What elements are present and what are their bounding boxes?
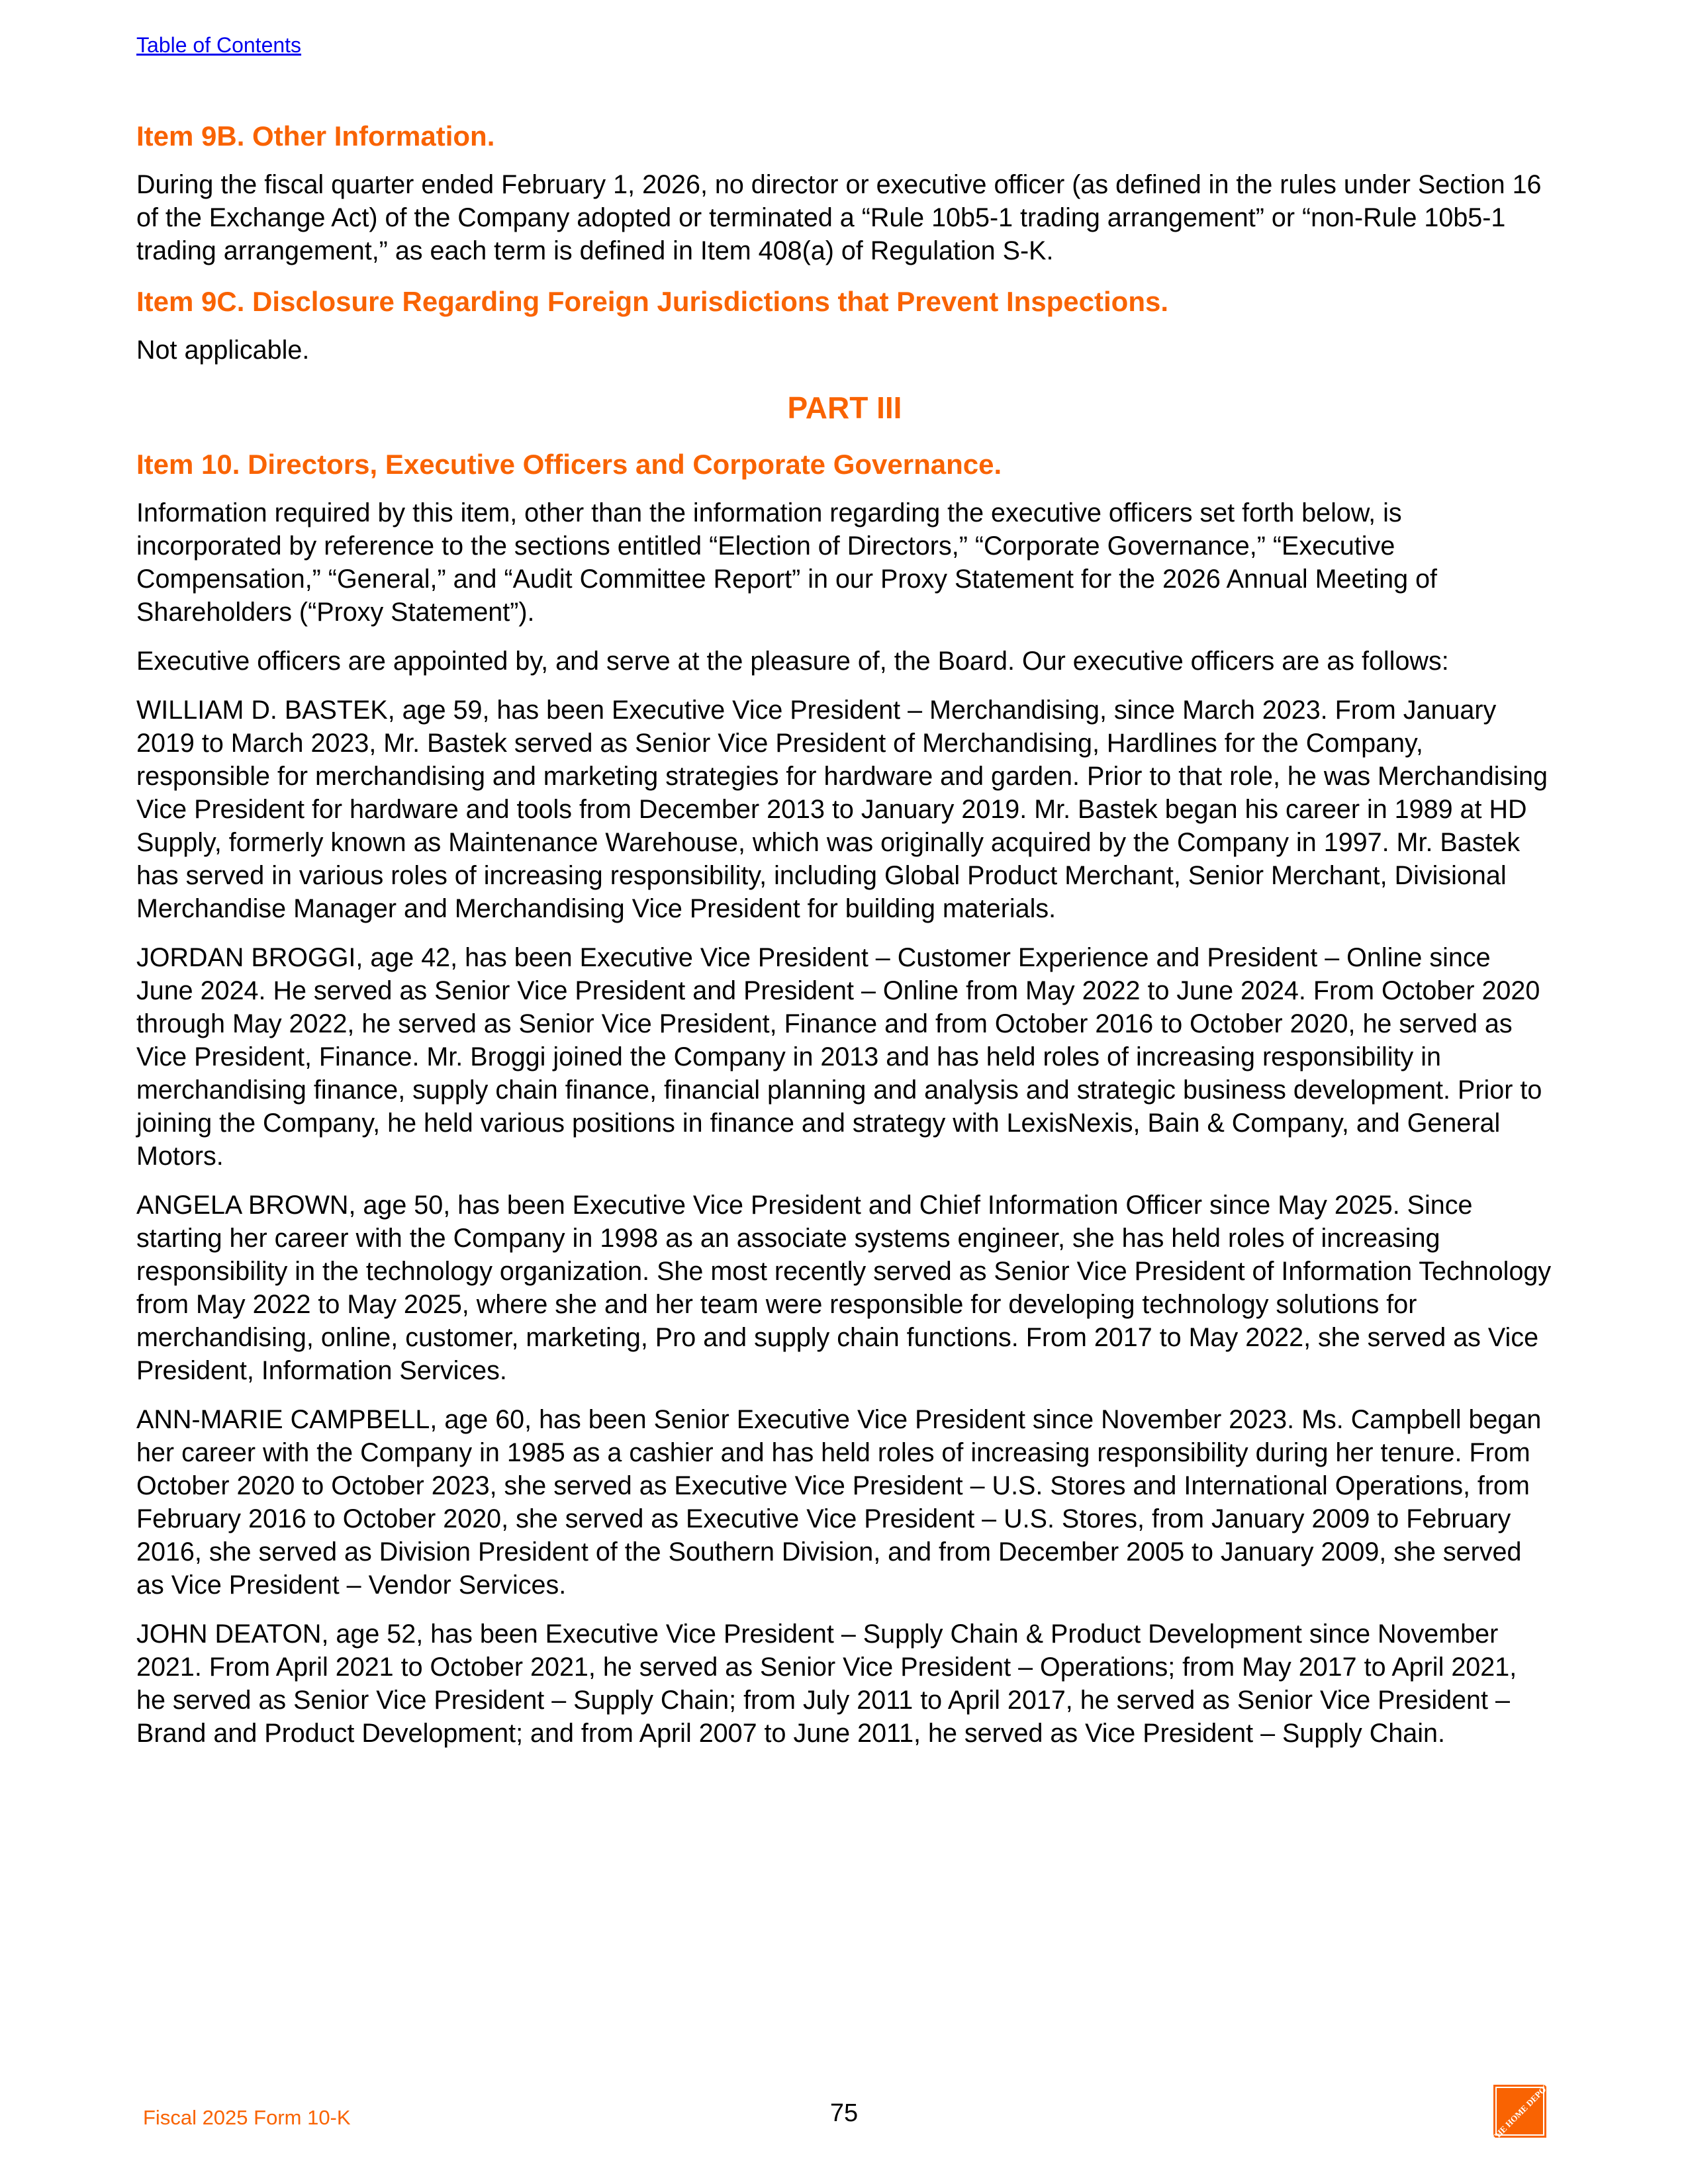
item-10-intro-paragraph: Information required by this item, other than the information regarding the executive officers set forth below, is incorporated by reference to the sections entitled “Election of Directors,” “Corporate Governance,” “Executive Compensation,” “General,” and “Audit Committee Report” in our Proxy Statement for the 2026 Annual Meeting of Shareholders (“Proxy Statement”).: [136, 498, 1438, 627]
officer-bio-bastek: WILLIAM D. BASTEK, age 59, has been Executive Vice President – Merchandising, since March 2023. From January 2019 to March 2023, Mr. Bastek served as Senior Vice President of Merchandising, Hardlines for the Company, responsible for merchandising and marketing strategies for hardware and garden. Prior to that role, he was Merchandising Vice President for hardware and tools from December 2013 to January 2019. Mr. Bastek began his career in 1989 at HD Supply, formerly known as Maintenance Warehouse, which was originally acquired by the Company in 1997. Mr. Bastek has served in various roles of increasing responsibility, including Global Product Merchant, Senior Merchant, Divisional Merchandise Manager and Merchandising Vice President for building materials.: [136, 696, 1548, 923]
table-of-contents-link[interactable]: Table of Contents: [136, 33, 302, 57]
page-content: [136, 118, 1553, 1766]
footer-form-label: Fiscal 2025 Form 10-K: [143, 2106, 351, 2129]
part-title: PART III: [787, 390, 902, 425]
page-number: 75: [829, 2099, 859, 2127]
item-10-heading: Item 10. Directors, Executive Officers and Corporate Governance.: [136, 449, 1002, 480]
executive-officers-intro: Executive officers are appointed by, and serve at the pleasure of, the Board. Our executive officers are as follows:: [136, 647, 1449, 676]
officer-bio-campbell: ANN-MARIE CAMPBELL, age 60, has been Senior Executive Vice President since November 2023. Ms. Campbell began her career with the Company in 1985 as a cashier and has held roles of increasing responsibility during her tenure. From October 2020 to October 2023, she served as Executive Vice President – U.S. Stores and International Operations, from February 2016 to October 2020, she served as Executive Vice President – U.S. Stores, from January 2009 to February 2016, she served as Division President of the Southern Division, and from December 2005 to January 2009, she served as Vice President – Vendor Services.: [136, 1405, 1542, 1600]
logo-text: THE HOME DEPOT: [1489, 2080, 1552, 2144]
item-9b-heading: Item 9B. Other Information.: [136, 120, 495, 152]
home-depot-logo-icon: [1489, 2080, 1552, 2144]
item-9c-heading: Item 9C. Disclosure Regarding Foreign Jurisdictions that Prevent Inspections.: [136, 286, 1169, 317]
item-9b-text: During the fiscal quarter ended February 1, 2026, no director or executive officer (as defined in the rules under Section 16 of the Exchange Act) of the Company adopted or terminated a “Rule 10b5-1 trading arrangement” or “non-Rule 10b5-1 trading arrangement,” as each term is defined in Item 408(a) of Regulation S-K.: [136, 170, 1542, 265]
officer-bio-brown: ANGELA BROWN, age 50, has been Executive Vice President and Chief Information Officer since May 2025. Since starting her career with the Company in 1998 as an associate systems engineer, she has held roles of increasing responsibility in the technology organization. She most recently served as Senior Vice President of Information Technology from May 2022 to May 2025, where she and her team were responsible for developing technology solutions for merchandising, online, customer, marketing, Pro and supply chain functions. From 2017 to May 2022, she served as Vice President, Information Services.: [136, 1191, 1552, 1385]
officer-bio-broggi: JORDAN BROGGI, age 42, has been Executive Vice President – Customer Experience and President – Online since June 2024. He served as Senior Vice President and President – Online from May 2022 to June 2024. From October 2020 through May 2022, he served as Senior Vice President, Finance and from October 2016 to October 2020, he served as Vice President, Finance. Mr. Broggi joined the Company in 2013 and has held roles of increasing responsibility in merchandising finance, supply chain finance, financial planning and analysis and strategic business development. Prior to joining the Company, he held various positions in finance and strategy with LexisNexis, Bain & Company, and General Motors.: [136, 943, 1542, 1171]
item-9c-text: Not applicable.: [136, 336, 310, 365]
officer-bio-deaton: JOHN DEATON, age 52, has been Executive Vice President – Supply Chain & Product Development since November 2021. From April 2021 to October 2021, he served as Senior Vice President – Operations; from May 2017 to April 2021, he served as Senior Vice President – Supply Chain; from July 2011 to April 2017, he served as Senior Vice President – Brand and Product Development; and from April 2007 to June 2011, he served as Vice President – Supply Chain.: [136, 1619, 1517, 1748]
